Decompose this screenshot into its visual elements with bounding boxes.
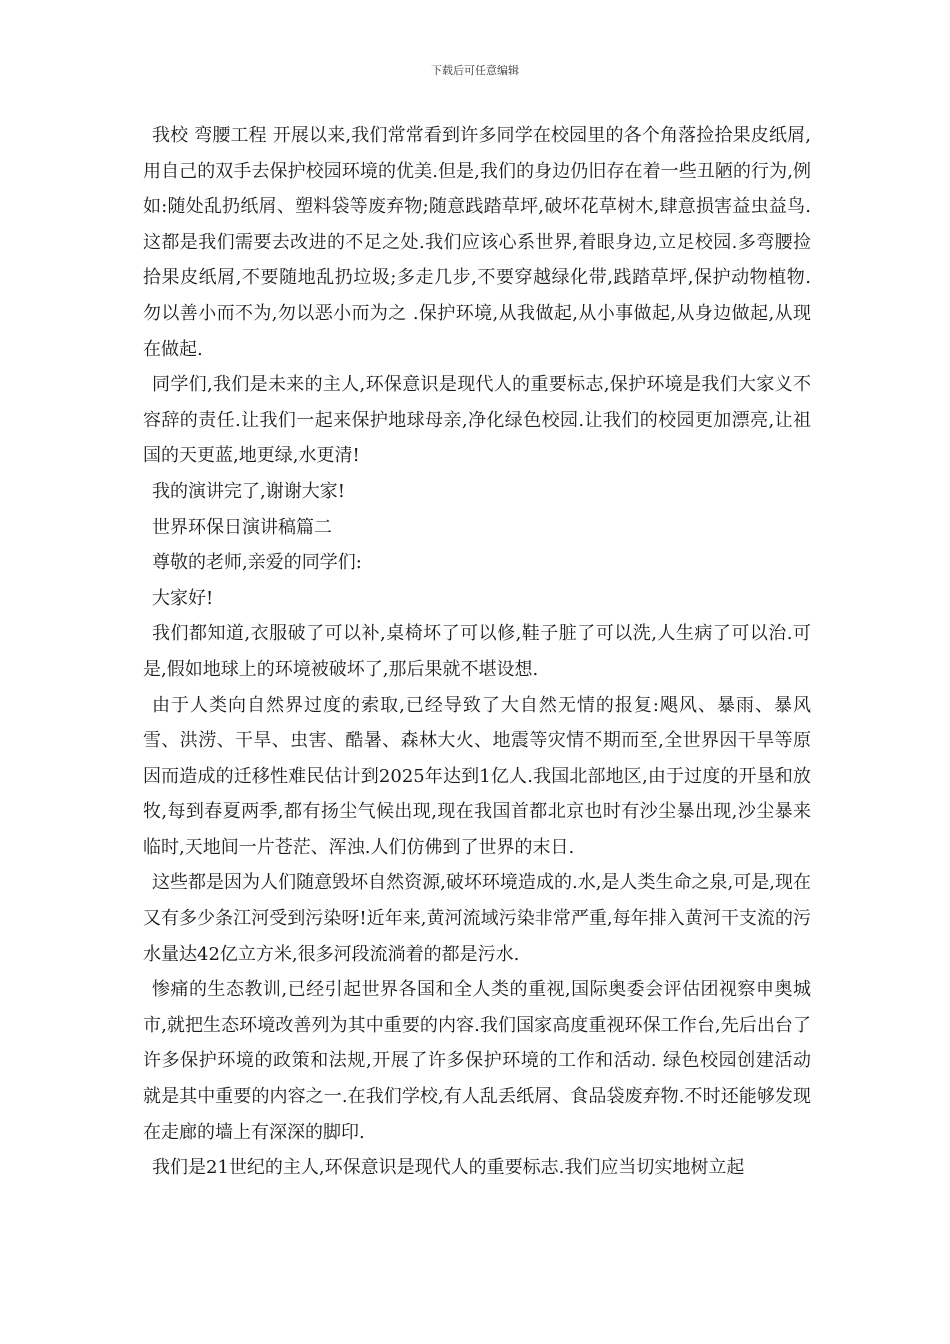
salutation: 尊敬的老师,亲爱的同学们:	[152, 552, 362, 574]
paragraph: 这些都是因为人们随意毁坏自然资源,破坏环境造成的.水,是人类生命之泉,可是,现在又有多少条江河受到污染呀!近年来,黄河流域污染非常严重,每年排入黄河干支流的污水量达42亿立方米,很多河段流淌着的都是污水.	[143, 872, 811, 965]
paragraph: 由于人类向自然界过度的索取,已经导致了大自然无情的报复:飓风、暴雨、暴风雪、洪涝、干旱、虫害、酷暑、森林大火、地震等灾情不期而至,全世界因干旱等原因而造成的迁移性难民估计到2025年达到1亿人.我国北部地区,由于过度的开垦和放牧,每到春夏两季,都有扬尘气候出现,现在我国首都北京也时有沙尘暴出现,沙尘暴来临时,天地间一片苍茫、浑浊.人们仿佛到了世界的末日.	[143, 694, 811, 858]
paragraph: 同学们,我们是未来的主人,环保意识是现代人的重要标志,保护环境是我们大家义不容辞的责任.让我们一起来保护地球母亲,净化绿色校园.让我们的校园更加漂亮,让祖国的天更蓝,地更绿,水更清!	[143, 374, 811, 467]
document-body	[143, 118, 811, 1186]
section-title: 世界环保日演讲稿篇二	[152, 516, 332, 538]
page-header: 下载后可任意编辑	[431, 64, 519, 77]
paragraph: 我的演讲完了,谢谢大家!	[152, 480, 345, 502]
paragraph: 我们都知道,衣服破了可以补,桌椅坏了可以修,鞋子脏了可以洗,人生病了可以治.可是,假如地球上的环境被破坏了,那后果就不堪设想.	[143, 623, 811, 680]
greeting: 大家好!	[152, 587, 214, 609]
paragraph: 惨痛的生态教训,已经引起世界各国和全人类的重视,国际奥委会评估团视察申奥城市,就把生态环境改善列为其中重要的内容.我们国家高度重视环保工作台,先后出台了许多保护环境的政策和法规,开展了许多保护环境的工作和活动. 绿色校园创建活动 就是其中重要的内容之一.在我们学校,有人乱丢纸屑、食品袋废弃物.不时还能够发现在走廊的墙上有深深的脚印.	[143, 979, 811, 1143]
paragraph: 我们是21世纪的主人,环保意识是现代人的重要标志.我们应当切实地树立起	[152, 1157, 745, 1179]
paragraph: 我校 弯腰工程 开展以来,我们常常看到许多同学在校园里的各个角落捡拾果皮纸屑,用自己的双手去保护校园环境的优美.但是,我们的身边仍旧存在着一些丑陋的行为,例如:随处乱扔纸屑、塑料袋等废弃物;随意践踏草坪,破坏花草树木,肆意损害益虫益鸟.这都是我们需要去改进的不足之处.我们应该心系世界,着眼身边,立足校园.多弯腰捡拾果皮纸屑,不要随地乱扔垃圾;多走几步,不要穿越绿化带,践踏草坪,保护动物植物. 勿以善小而不为,勿以恶小而为之 .保护环境,从我做起,从小事做起,从身边做起,从现在做起.	[143, 125, 811, 360]
